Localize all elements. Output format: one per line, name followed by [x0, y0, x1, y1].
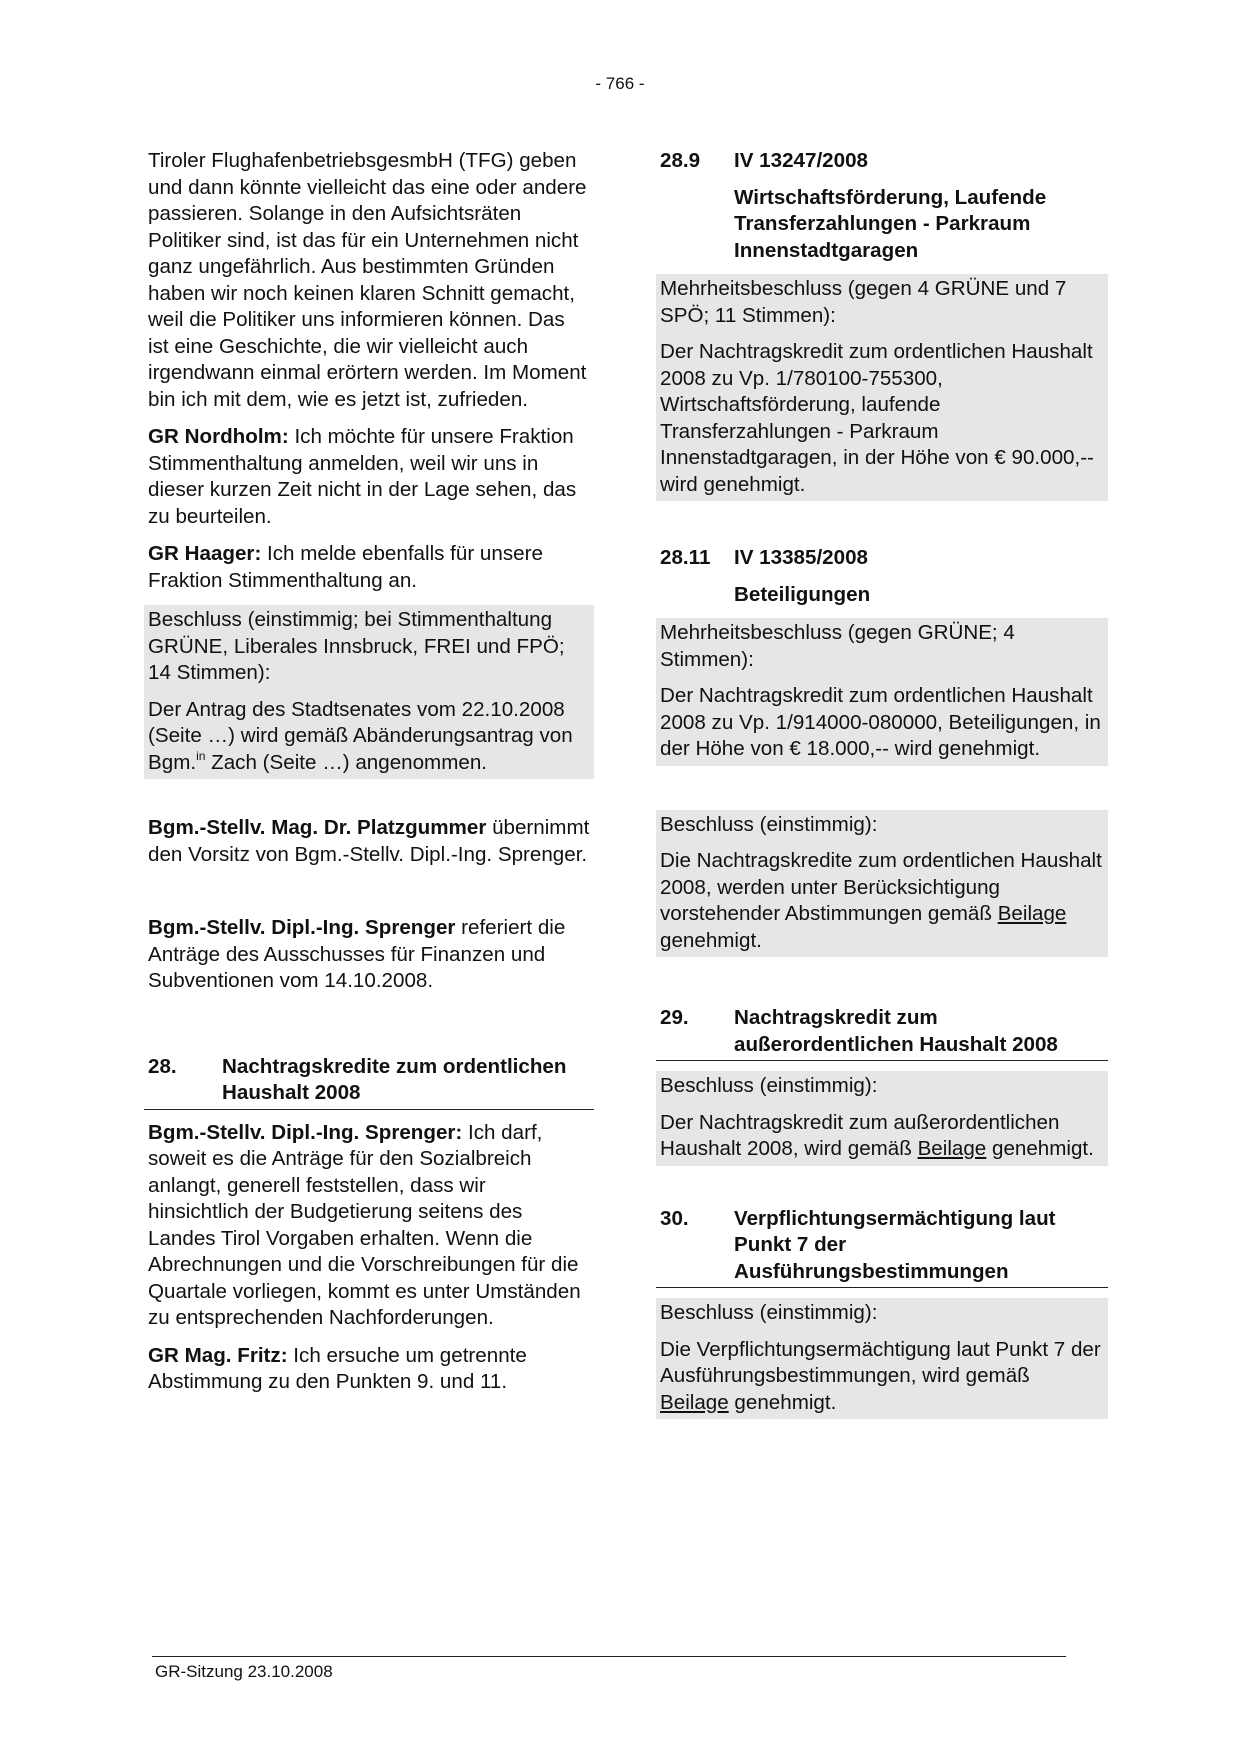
- right-column: [660, 148, 1104, 1419]
- resolution-box: [656, 274, 1108, 501]
- resolution-label: Beschluss (einstimmig; bei Stimmenthaltung GRÜNE, Liberales Innsbruck, FREI und FPÖ; 14 Stimmen):: [148, 608, 565, 684]
- speaker-name: GR Mag. Fritz:: [148, 1343, 288, 1367]
- resolution-text: Der Nachtragskredit zum ordentlichen Haushalt 2008 zu Vp. 1/914000-080000, Beteiligungen, in der Höhe von € 18.000,-- wird genehmigt.: [660, 684, 1101, 760]
- section-28-heading: [144, 1054, 594, 1110]
- section-number: 30.: [660, 1206, 689, 1230]
- resolution-label: Beschluss (einstimmig):: [660, 812, 878, 836]
- resolution-text: Der Nachtragskredit zum außerordentlichen Haushalt 2008, wird gemäß Beilage genehmigt.: [660, 1110, 1094, 1160]
- superscript: in: [196, 748, 206, 763]
- statement-nordholm: [148, 424, 590, 530]
- speaker-name: Bgm.-Stellv. Dipl.-Ing. Sprenger: [148, 916, 456, 939]
- statement-text: referiert die Anträge des Ausschusses für Finanzen und Subventionen vom 14.10.2008.: [148, 916, 566, 992]
- resolution-text: Die Verpflichtungsermächtigung laut Punkt 7 der Ausführungsbestimmungen, wird gemäß Beilage genehmigt.: [660, 1337, 1101, 1414]
- section-30-heading: [656, 1206, 1108, 1289]
- speaker-name: Bgm.-Stellv. Mag. Dr. Platzgummer: [148, 816, 487, 839]
- footer-text: GR-Sitzung 23.10.2008: [155, 1662, 333, 1681]
- attachment-reference: Beilage: [660, 1390, 729, 1414]
- section-28-9-heading: [660, 148, 1104, 175]
- section-title: Verpflichtungsermächtigung laut Punkt 7 der Ausführungsbestimmungen: [734, 1206, 1056, 1283]
- resolution-box: [656, 1298, 1108, 1419]
- section-28-11-heading: [660, 545, 1104, 572]
- attachment-reference: Beilage: [997, 902, 1067, 925]
- section-title: Nachtragskredit zum außerordentlichen Haushalt 2008: [734, 1006, 1058, 1056]
- section-reference: IV 13385/2008: [734, 546, 868, 569]
- section-number: 28.: [148, 1054, 177, 1078]
- section-number: 28.11: [660, 546, 711, 569]
- section-number: 28.9: [660, 149, 701, 172]
- statement-text: Ich melde ebenfalls für unsere Fraktion Stimmenthaltung an.: [148, 542, 543, 592]
- resolution-box: [656, 810, 1108, 958]
- resolution-box: [656, 1071, 1108, 1166]
- section-title: Wirtschaftsförderung, Laufende Transferzahlungen - Parkraum Innenstadtgaragen: [734, 185, 1047, 262]
- page-number: - 766 -: [595, 74, 645, 93]
- resolution-text: Die Nachtragskredite zum ordentlichen Haushalt 2008, werden unter Berücksichtigung vorstehender Abstimmungen gemäß Beilage genehmigt.: [660, 849, 1102, 952]
- speaker-name: GR Haager:: [148, 542, 262, 565]
- statement-text: Ich ersuche um getrennte Abstimmung zu den Punkten 9. und 11.: [148, 1343, 527, 1393]
- resolution-box: [656, 618, 1108, 766]
- resolution-label: Mehrheitsbeschluss (gegen GRÜNE; 4 Stimmen):: [660, 621, 1015, 671]
- resolution-label: Beschluss (einstimmig):: [660, 1074, 878, 1097]
- left-column: [148, 148, 590, 1407]
- statement-sprenger: [148, 915, 590, 995]
- statement-text: übernimmt den Vorsitz von Bgm.-Stellv. Dipl.-Ing. Sprenger.: [148, 816, 590, 866]
- resolution-label: Beschluss (einstimmig):: [660, 1301, 878, 1324]
- section-29-heading: [656, 1005, 1108, 1061]
- resolution-label: Mehrheitsbeschluss (gegen 4 GRÜNE und 7 SPÖ; 11 Stimmen):: [660, 277, 1067, 327]
- resolution-box: [144, 605, 594, 779]
- statement-platzgummer: [148, 815, 590, 868]
- statement-text: Ich möchte für unsere Fraktion Stimmenthaltung anmelden, weil wir uns in dieser kurzen Zeit nicht in der Lage sehen, das zu beurteilen.: [148, 425, 577, 528]
- section-title: Beteiligungen: [734, 582, 871, 606]
- attachment-reference: Beilage: [917, 1137, 987, 1160]
- statement-haager: [148, 541, 590, 594]
- section-number: 29.: [660, 1006, 689, 1029]
- statement-sprenger-2: [148, 1120, 590, 1332]
- resolution-text: Der Nachtragskredit zum ordentlichen Haushalt 2008 zu Vp. 1/780100-755300, Wirtschaftsförderung, laufende Transferzahlungen - Parkraum Innenstadtgaragen, in der Höhe von € 90.000,-- wird genehmigt.: [660, 340, 1094, 496]
- speaker-name: Bgm.-Stellv. Dipl.-Ing. Sprenger:: [148, 1120, 463, 1144]
- resolution-text: Der Antrag des Stadtsenates vom 22.10.2008 (Seite …) wird gemäß Abänderungsantrag von Bgm.$^{in}$ Zach (Seite …) angenommen.: [148, 697, 573, 774]
- statement-fritz: [148, 1343, 590, 1396]
- footer-divider: [152, 1656, 1066, 1657]
- speaker-name: GR Nordholm:: [148, 425, 289, 448]
- section-reference: IV 13247/2008: [734, 149, 868, 172]
- intro-paragraph: Tiroler FlughafenbetriebsgesmbH (TFG) geben und dann könnte vielleicht das eine oder andere passieren. Solange in den Aufsichtsräten Politiker sind, ist das für ein Unternehmen nicht ganz ungefährlich. Aus bestimmten Gründen haben wir noch keinen klaren Schnitt gemacht, weil die Politiker uns informieren können. Das ist eine Geschichte, die wir vielleicht auch irgendwann einmal erörtern werden. Im Moment bin ich mit dem, wie es jetzt ist, zufrieden.: [148, 149, 587, 411]
- section-title: Nachtragskredite zum ordentlichen Haushalt 2008: [222, 1054, 567, 1104]
- statement-text: Ich darf, soweit es die Anträge für den Sozialbreich anlangt, generell feststellen, dass wir hinsichtlich der Budgetierung seitens des Landes Tirol Vorgaben erhalten. Wenn die Abrechnungen und die Vorschreibungen für die Quartale vorliegen, kommt es unter Umständen zu entsprechenden Nachforderungen.: [148, 1120, 581, 1329]
